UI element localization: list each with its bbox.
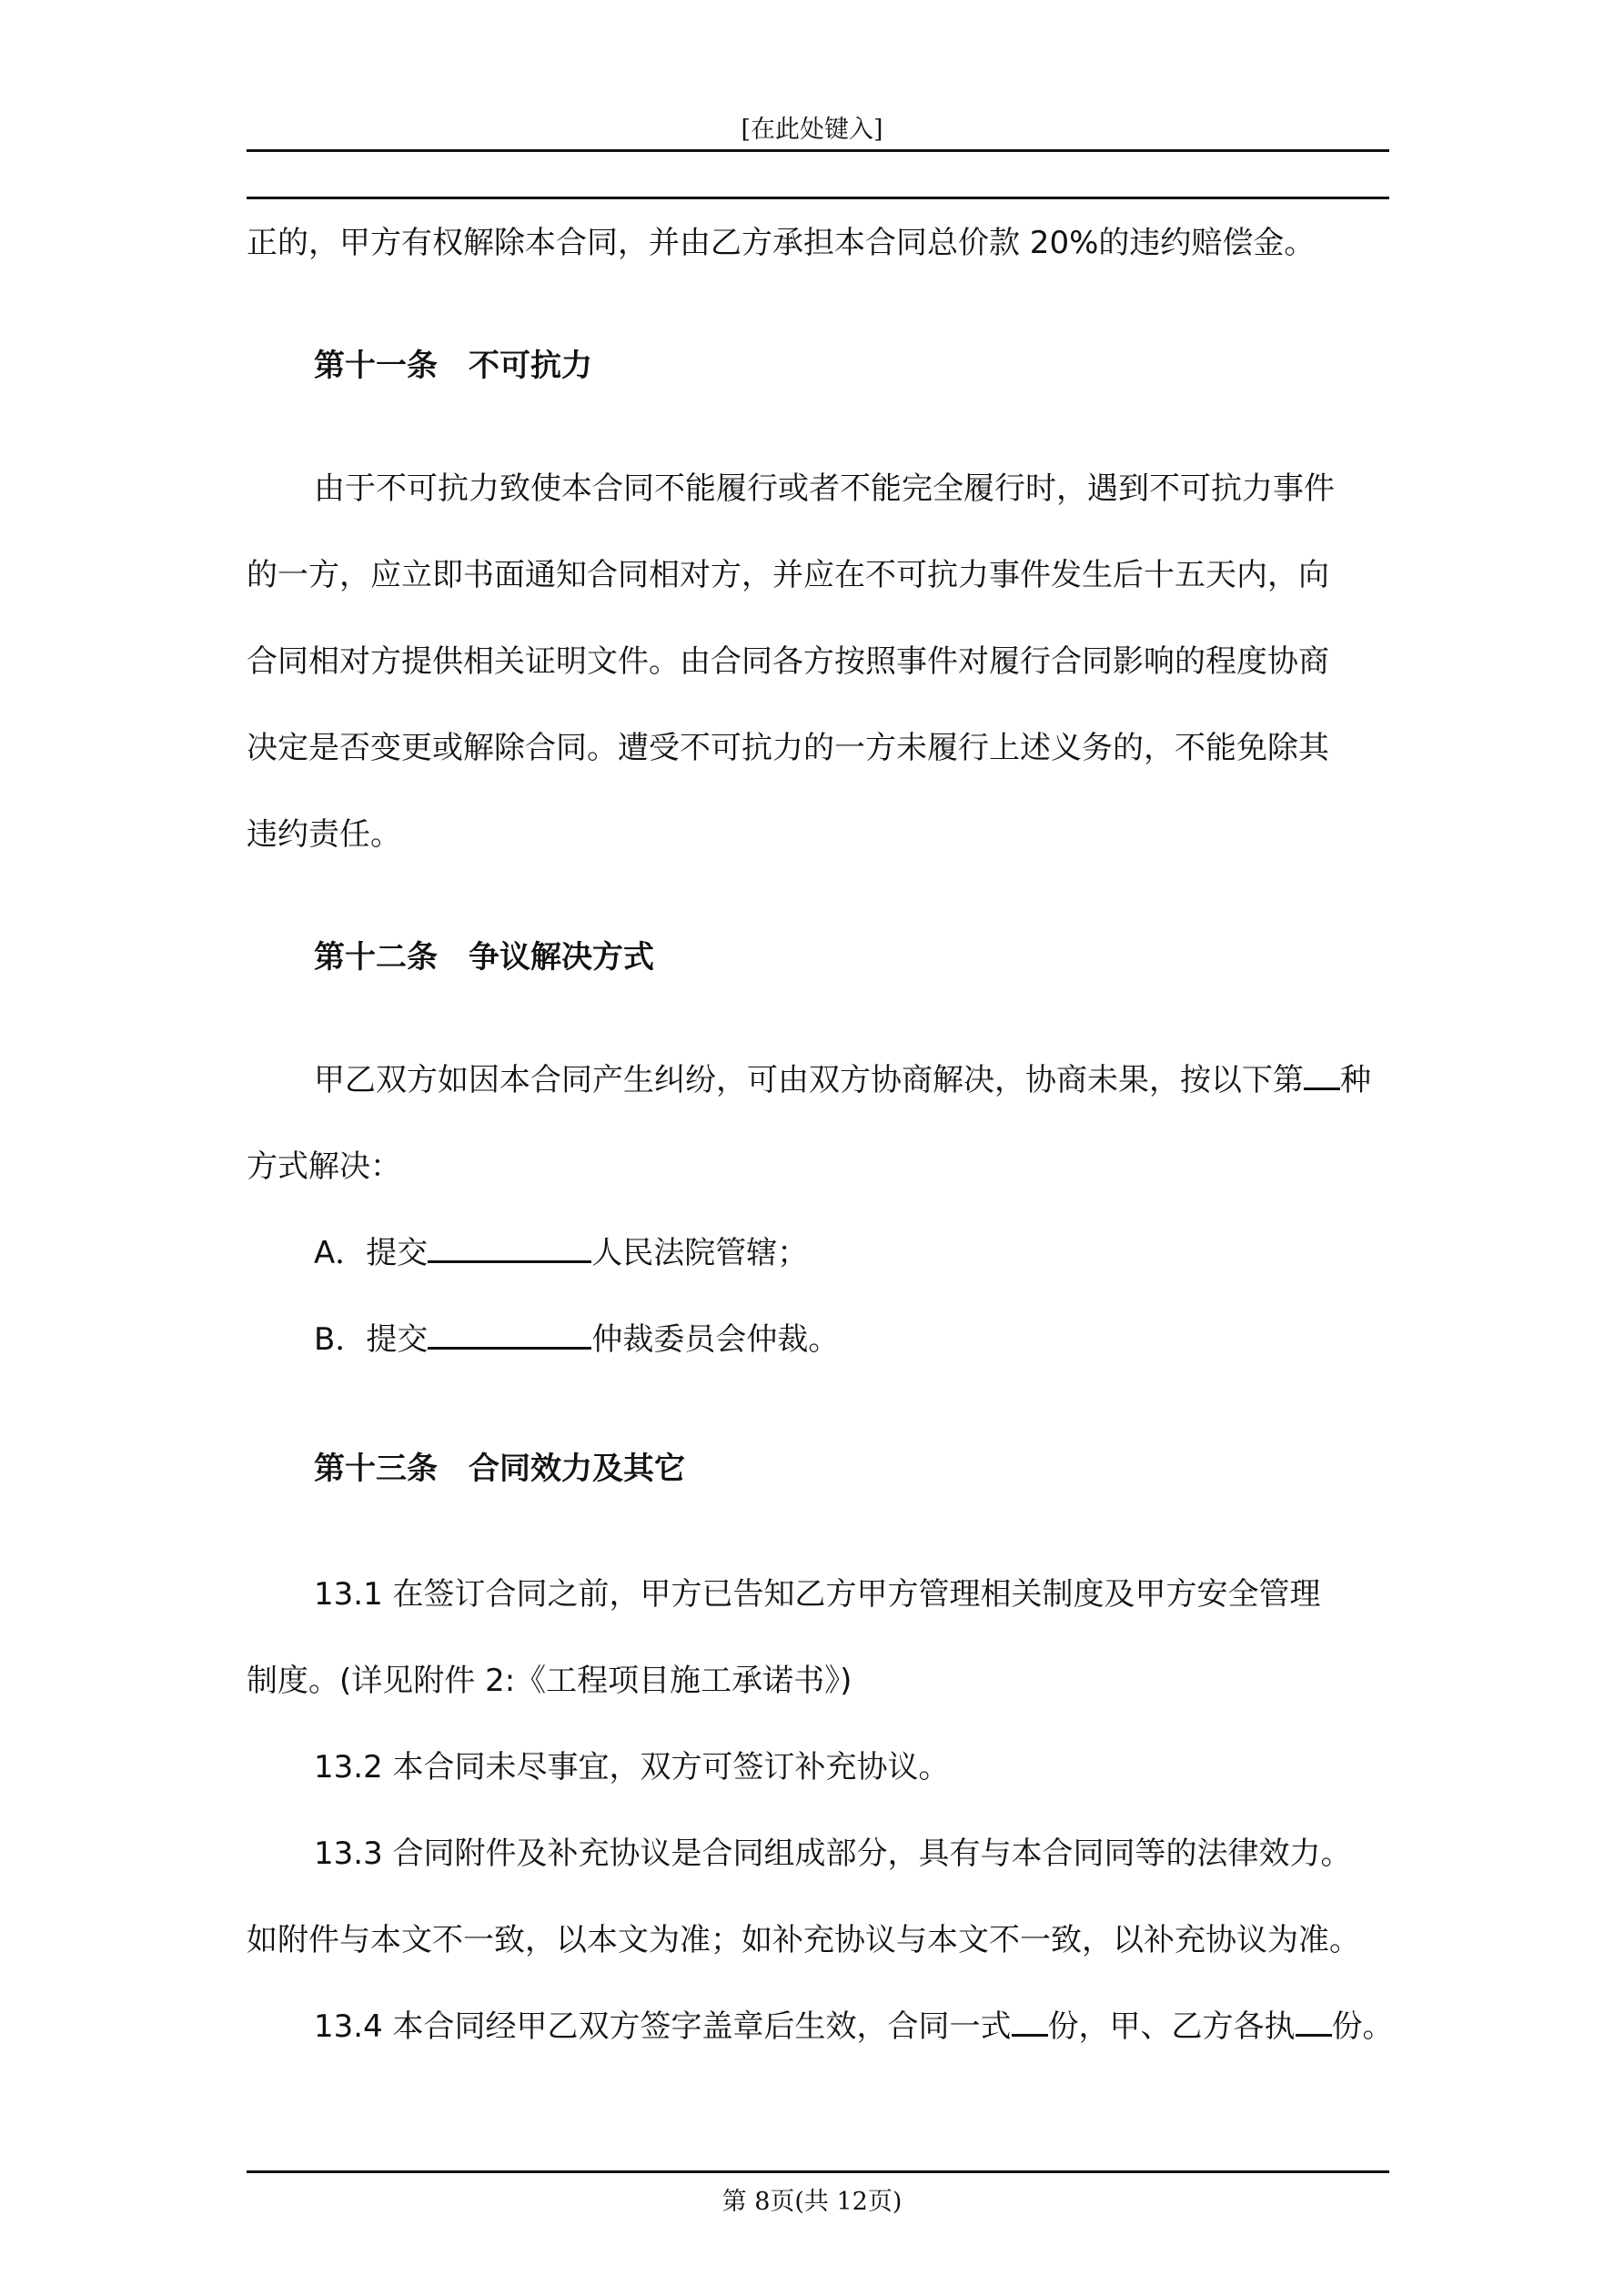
- article-13-item-3: 13.3 合同附件及补充协议是合同组成部分，具有与本合同同等的法律效力。: [314, 1836, 1352, 1872]
- option-a-prefix: A．提交: [314, 1235, 429, 1271]
- item-4-text: 份，甲、乙方各执: [1047, 2008, 1296, 2045]
- article-11-line: 合同相对方提供相关证明文件。由合同各方按照事件对履行合同影响的程度协商: [247, 643, 1329, 680]
- footer-rule: [247, 2170, 1389, 2173]
- article-11-title: 第十一条 不可抗力: [314, 348, 592, 384]
- article-13-item-1: 13.1 在签订合同之前，甲方已告知乙方甲方管理相关制度及甲方安全管理: [314, 1576, 1321, 1613]
- blank-method-number: [1304, 1060, 1340, 1090]
- article-11-line: 违约责任。: [247, 816, 401, 853]
- blank-copies-each: [1296, 2007, 1332, 2037]
- header-rule-second: [247, 197, 1389, 199]
- article-13-item-2: 13.2 本合同未尽事宜，双方可签订补充协议。: [314, 1749, 950, 1785]
- article-11-line: 的一方，应立即书面通知合同相对方，并应在不可抗力事件发生后十五天内，向: [247, 557, 1329, 593]
- header-rule: [247, 149, 1389, 152]
- blank-copies-total: [1012, 2007, 1048, 2037]
- article-13-item-4: [314, 2007, 1393, 2047]
- article-13-item-1-cont: 制度。(详见附件 2:《工程项目施工承诺书》): [247, 1663, 852, 1699]
- item-4-text: 13.4 本合同经甲乙双方签字盖章后生效，合同一式: [314, 2008, 1012, 2045]
- article-12-text: 种: [1340, 1062, 1371, 1098]
- blank-arbitration: [428, 1320, 591, 1350]
- page-header: [在此处键入]: [741, 116, 883, 144]
- article-13-item-3-cont: 如附件与本文不一致，以本文为准；如补充协议与本文不一致，以补充协议为准。: [247, 1922, 1360, 1958]
- option-a: [314, 1233, 1393, 1273]
- article-13-title: 第十三条 合同效力及其它: [314, 1451, 685, 1487]
- article-12-text: 甲乙双方如因本合同产生纠纷，可由双方协商解决，协商未果，按以下第: [314, 1062, 1304, 1098]
- option-a-suffix: 人民法院管辖；: [591, 1235, 809, 1271]
- article-12-line-2: 方式解决：: [247, 1148, 401, 1185]
- continuation-line: 正的，甲方有权解除本合同，并由乙方承担本合同总价款 20%的违约赔偿金。: [247, 225, 1316, 261]
- article-12-title: 第十二条 争议解决方式: [314, 939, 654, 976]
- item-4-text: 份。: [1331, 2008, 1394, 2045]
- article-11-line: 决定是否变更或解除合同。遭受不可抗力的一方未履行上述义务的，不能免除其: [247, 730, 1329, 766]
- blank-court: [428, 1233, 591, 1263]
- option-b: [314, 1320, 1393, 1360]
- article-11-line: 由于不可抗力致使本合同不能履行或者不能完全履行时，遇到不可抗力事件: [314, 470, 1335, 507]
- page-footer: 第 8页(共 12页): [721, 2188, 903, 2216]
- article-12-line-1: [314, 1060, 1393, 1100]
- option-b-prefix: B．提交: [314, 1321, 429, 1358]
- option-b-suffix: 仲裁委员会仲裁。: [591, 1321, 840, 1358]
